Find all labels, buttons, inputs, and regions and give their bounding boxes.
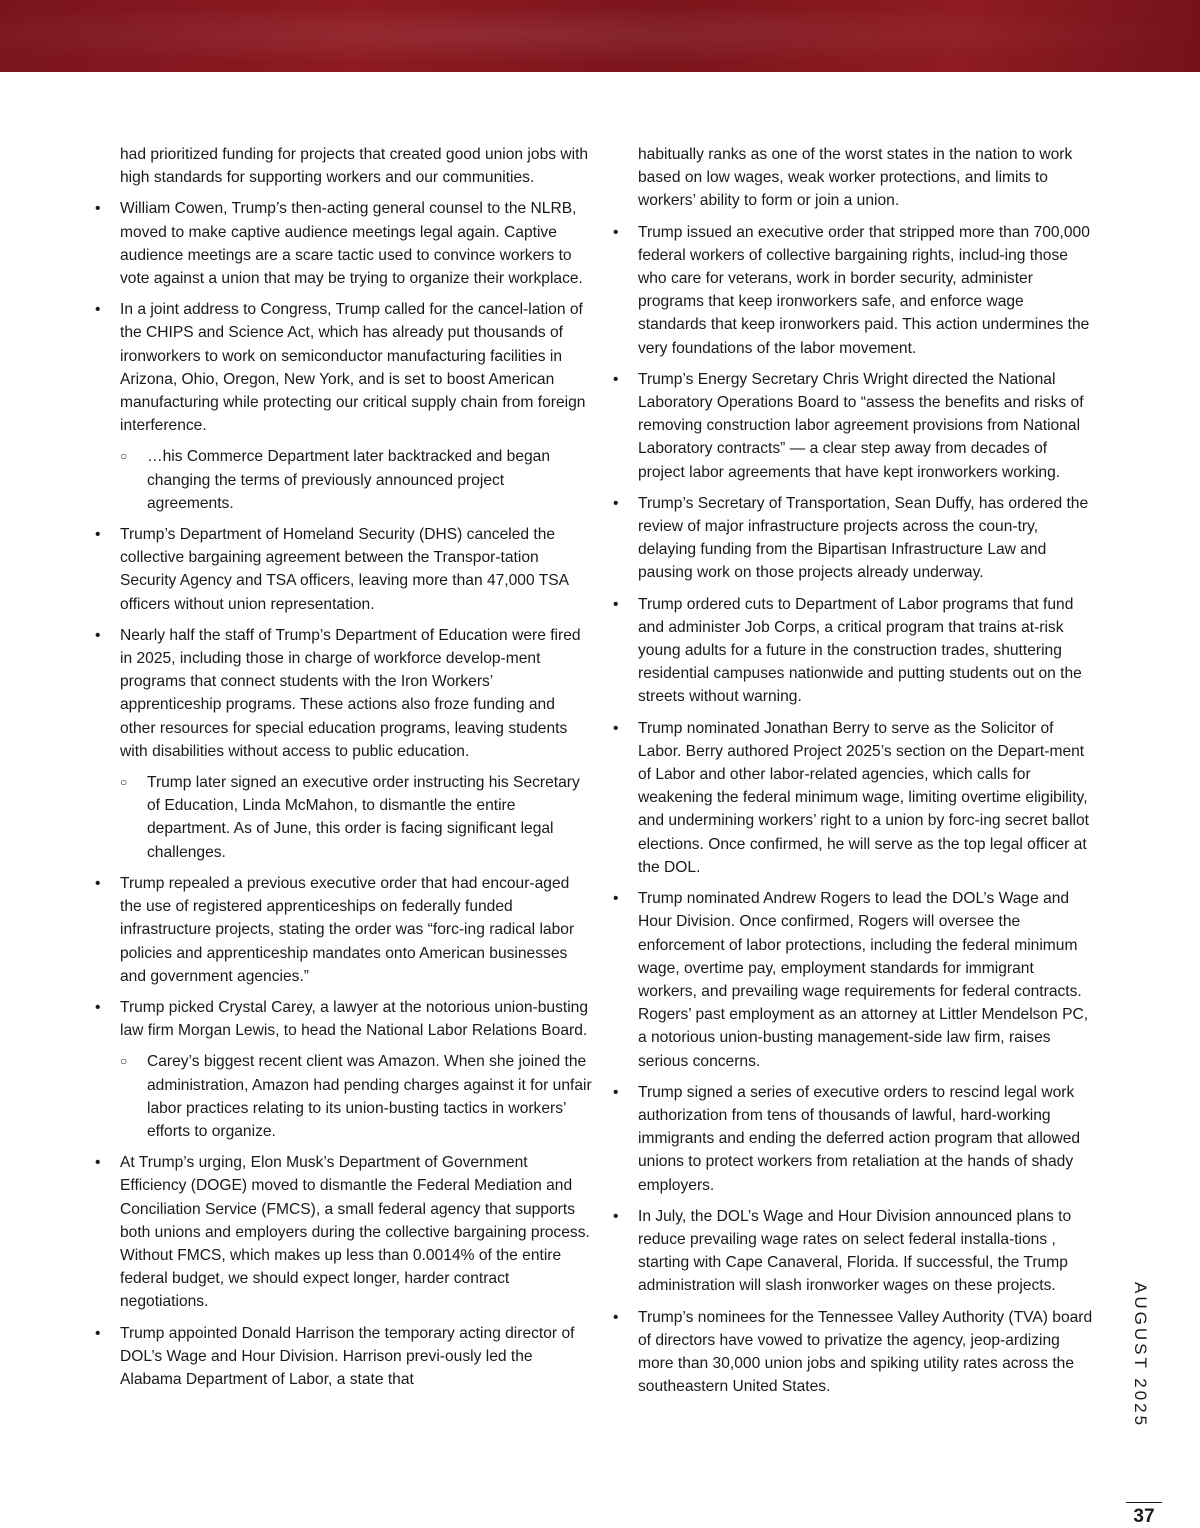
sub-bullet-list: [93, 771, 593, 864]
bullet-icon: •: [613, 1207, 619, 1225]
list-item: • Trump picked Crystal Carey, a lawyer at the notorious union-busting law firm Morgan Lewis, to head the National Labor Relations Board.: [93, 996, 593, 1042]
bullet-icon: •: [95, 998, 101, 1016]
bullet-icon: •: [613, 719, 619, 737]
bullet-icon: •: [95, 626, 101, 644]
page-number: 37: [1133, 1506, 1155, 1527]
list-item: • In July, the DOL’s Wage and Hour Division announced plans to reduce prevailing wage rates on select federal installa-tions , starting with Cape Canaveral, Florida. If successful, the Trump administration will slash ironworker wages on these projects.: [611, 1205, 1093, 1298]
list-item: • Trump’s Secretary of Transportation, Sean Duffy, has ordered the review of major infrastructure projects across the coun-try, delaying funding from the Bipartisan Infrastructure Law and pausing work on those projects already underway.: [611, 492, 1093, 585]
right-bullet-list: [611, 221, 1093, 1399]
bullet-icon: •: [95, 1154, 101, 1172]
bullet-icon: •: [95, 301, 101, 319]
list-item: • Trump nominated Andrew Rogers to lead the DOL’s Wage and Hour Division. Once confirmed, Rogers will oversee the enforcement of labor protections, including the federal minimum wage, overtime pay, employment standards for immigrant workers, and prevailing wage requirements for federal contracts. Rogers’ past employment as an attorney at Littler Mendelson PC, a notorious union-busting management-side law firm, raises serious concerns.: [611, 887, 1093, 1073]
banner-texture: [0, 10, 1200, 70]
right-column: [611, 143, 1093, 1398]
list-item: • At Trump’s urging, Elon Musk’s Department of Government Efficiency (DOGE) moved to dismantle the Federal Mediation and Conciliation Service (FMCS), a small federal agency that supports both unions and employers during the collective bargaining process. Without FMCS, which makes up less than 0.0014% of the entire federal budget, we should expect longer, harder contract negotiations.: [93, 1151, 593, 1313]
bullet-icon: •: [95, 200, 101, 218]
list-item: • Trump issued an executive order that stripped more than 700,000 federal workers of collective bargaining rights, includ-ing those who care for veterans, work in border security, administer programs that keep ironworkers safe, and enforce wage standards that keep ironworkers paid. This action undermines the very foundations of the labor movement.: [611, 221, 1093, 360]
list-item: • William Cowen, Trump’s then-acting general counsel to the NLRB, moved to make captive audience meetings legal again. Captive audience meetings are a scare tactic used to convince workers to vote against a union that may be trying to organize their workplace.: [93, 197, 593, 290]
bullet-icon: •: [613, 494, 619, 512]
issue-date: AUGUST 2025: [1131, 1282, 1150, 1429]
page-number-rule: [1126, 1502, 1162, 1503]
sub-bullet-icon: ○: [120, 775, 128, 790]
sub-bullet-icon: ○: [120, 1054, 128, 1069]
bullet-icon: •: [613, 1083, 619, 1101]
list-item: • Trump appointed Donald Harrison the temporary acting director of DOL’s Wage and Hour Division. Harrison previ-ously led the Alabama Department of Labor, a state that: [93, 1322, 593, 1392]
list-item: • Trump repealed a previous executive order that had encour-aged the use of registered apprenticeships on federally funded infrastructure projects, stating the order was “forc-ing radical labor policies and apprenticeship mandates onto American businesses and government agencies.”: [93, 872, 593, 988]
bullet-icon: •: [613, 1308, 619, 1326]
left-bullet-list: [93, 197, 593, 1391]
list-item: • Trump’s Energy Secretary Chris Wright directed the National Laboratory Operations Board to “assess the benefits and risks of removing construction labor agreement provisions from National Laboratory contracts” — a clear step away from decades of project labor agreements that have kept ironworkers working.: [611, 368, 1093, 484]
left-column: [93, 143, 593, 1391]
bullet-icon: •: [95, 874, 101, 892]
bullet-icon: •: [613, 370, 619, 388]
sub-list-item: ○ Trump later signed an executive order instructing his Secretary of Education, Linda McMahon, to dismantle the entire department. As of June, this order is facing significant legal challenges.: [93, 771, 593, 864]
bullet-icon: •: [613, 223, 619, 241]
bullet-icon: •: [613, 890, 619, 908]
sub-bullet-icon: ○: [120, 449, 128, 464]
left-column-intro: had prioritized funding for projects that created good union jobs with high standards for supporting workers and our communities.: [120, 146, 589, 187]
list-item: • Trump’s Department of Homeland Security (DHS) canceled the collective bargaining agreement between the Transpor-tation Security Agency and TSA officers, leaving more than 47,000 TSA officers without union representation.: [93, 523, 593, 616]
bullet-icon: •: [95, 1324, 101, 1342]
right-column-intro: habitually ranks as one of the worst states in the nation to work based on low wages, weak worker protections, and limits to workers’ ability to form or join a union.: [638, 146, 1073, 210]
list-item: • Nearly half the staff of Trump’s Department of Education were fired in 2025, including those in charge of workforce develop-ment programs that connect students with the Iron Workers’ apprenticeship programs. These actions also froze funding and other resources for special education programs, leaving students with disabilities without access to public education.: [93, 624, 593, 763]
top-banner: [0, 0, 1200, 72]
sub-bullet-list: [93, 445, 593, 515]
list-item: • Trump signed a series of executive orders to rescind legal work authorization from tens of thousands of lawful, hard-working immigrants and ending the deferred action program that allowed unions to protect workers from retaliation at the hands of shady employers.: [611, 1081, 1093, 1197]
sub-bullet-list: [93, 1050, 593, 1143]
list-item: • Trump ordered cuts to Department of Labor programs that fund and administer Job Corps, a critical program that trains at-risk young adults for a future in the construction trades, shuttering residential campuses nationwide and putting students out on the streets without warning.: [611, 593, 1093, 709]
bullet-icon: •: [613, 595, 619, 613]
list-item: • Trump’s nominees for the Tennessee Valley Authority (TVA) board of directors have vowed to privatize the agency, jeop-ardizing more than 30,000 union jobs and spiking utility rates across the southeastern United States.: [611, 1306, 1093, 1399]
bullet-icon: •: [95, 526, 101, 544]
list-item: • In a joint address to Congress, Trump called for the cancel-lation of the CHIPS and Science Act, which has already put thousands of ironworkers to work on semiconductor manufacturing facilities in Arizona, Ohio, Oregon, New York, and is set to boost American manufacturing while protecting our critical supply chain from foreign interference.: [93, 298, 593, 437]
sub-list-item: ○ Carey’s biggest recent client was Amazon. When she joined the administration, Amazon had pending charges against it for unfair labor practices relating to its union-busting tactics in workers’ efforts to organize.: [93, 1050, 593, 1143]
sub-list-item: ○ …his Commerce Department later backtracked and began changing the terms of previously announced project agreements.: [93, 445, 593, 515]
list-item: • Trump nominated Jonathan Berry to serve as the Solicitor of Labor. Berry authored Project 2025’s section on the Depart-ment of Labor and other labor-related agencies, which calls for weakening the federal minimum wage, limiting overtime eligibility, and undermining workers’ right to a union by forc-ing secret ballot elections. Once confirmed, he will serve as the top legal officer at the DOL.: [611, 717, 1093, 879]
